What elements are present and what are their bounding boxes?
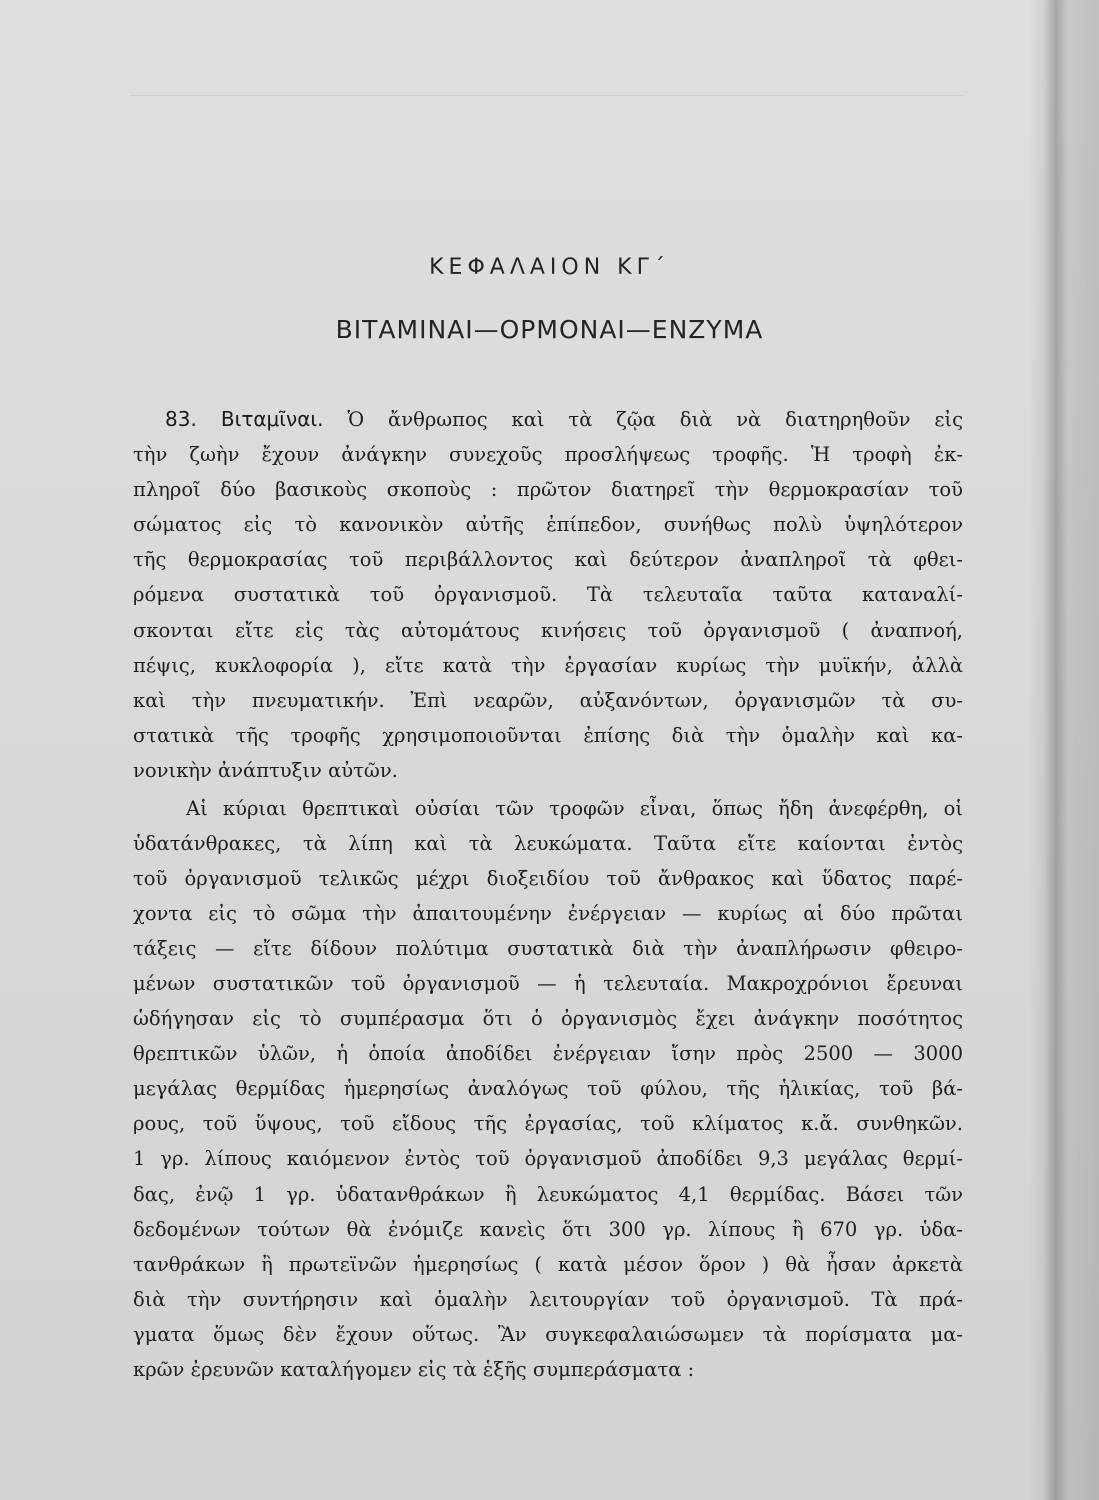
text-line: 1 γρ. λίπους καιόμενον ἐντὸς τοῦ ὀργανισμοῦ ἀποδίδει 9,3 μεγάλας θερμί-: [133, 1147, 963, 1171]
chapter-title: ΚΕΦΑΛΑΙΟΝ ΚΓ΄: [429, 255, 670, 280]
text-line: τῆς θερμοκρασίας τοῦ περιβάλλοντος καὶ δεύτερον ἀναπληροῖ τὰ φθει-: [133, 548, 963, 572]
text-line-rest: Ὁ ἄνθρωπος καὶ τὰ ζῷα διὰ νὰ διατηρηθοῦν εἰς: [347, 408, 963, 431]
body-text: [133, 402, 963, 1387]
text-line: πέψις, κυκλοφορία ), εἴτε κατὰ τὴν ἐργασίαν κυρίως τὴν μυϊκήν, ἀλλὰ: [133, 653, 963, 677]
paragraph-2: [133, 791, 963, 1388]
text-line: μεγάλας θερμίδας ἡμερησίως ἀναλόγως τοῦ φύλου, τῆς ἡλικίας, τοῦ βά-: [133, 1077, 963, 1101]
text-line: τοῦ ὀργανισμοῦ τελικῶς μέχρι διοξειδίου τοῦ ἄνθρακος καὶ ὕδατος παρέ-: [133, 866, 963, 890]
text-line: κρῶν ἐρευνῶν καταλήγομεν εἰς τὰ ἑξῆς συμπεράσματα :: [133, 1358, 695, 1382]
section-heading: 83. Βιταμῖναι.: [165, 407, 324, 431]
text-line: δας, ἐνῷ 1 γρ. ὑδατανθράκων ἢ λευκώματος 4,1 θερμίδας. Βάσει τῶν: [133, 1182, 963, 1206]
text-line: πληροῖ δύο βασικοὺς σκοποὺς : πρῶτον διατηρεῖ τὴν θερμοκρασίαν τοῦ: [133, 478, 963, 502]
text-line: στατικὰ τῆς τροφῆς χρησιμοποιοῦνται ἐπίσης διὰ τὴν ὁμαλὴν καὶ κα-: [133, 723, 963, 747]
text-line: νονικὴν ἀνάπτυξιν αὐτῶν.: [133, 758, 398, 782]
text-line: ὑδατάνθρακες, τὰ λίπη καὶ τὰ λευκώματα. Ταῦτα εἴτε καίονται ἐντὸς: [133, 831, 963, 855]
text-line: θρεπτικῶν ὑλῶν, ἡ ὁποία ἀποδίδει ἐνέργειαν ἴσην πρὸς 2500 — 3000: [133, 1042, 963, 1066]
text-line: τὴν ζωὴν ἔχουν ἀνάγκην συνεχοῦς προσλήψεως τροφῆς. Ἡ τροφὴ ἐκ-: [133, 443, 963, 467]
chapter-subtitle: ΒΙΤΑΜΙΝΑΙ—ΟΡΜΟΝΑΙ—ΕΝΖΥΜΑ: [335, 315, 764, 344]
text-line: διὰ τὴν συντήρησιν καὶ ὁμαλὴν λειτουργίαν τοῦ ὀργανισμοῦ. Τὰ πρά-: [133, 1287, 963, 1311]
text-line: Αἱ κύριαι θρεπτικαὶ οὐσίαι τῶν τροφῶν εἶναι, ὅπως ἤδη ἀνεφέρθη, οἱ: [186, 796, 963, 820]
text-line: [133, 402, 963, 437]
text-line: ὡδήγησαν εἰς τὸ συμπέρασμα ὅτι ὁ ὀργανισμὸς ἔχει ἀνάγκην ποσότητος: [133, 1007, 963, 1031]
text-line: χοντα εἰς τὸ σῶμα τὴν ἀπαιτουμένην ἐνέργειαν — κυρίως αἱ δύο πρῶται: [133, 901, 963, 925]
text-line: ρόμενα συστατικὰ τοῦ ὀργανισμοῦ. Τὰ τελευταῖα ταῦτα καταναλί-: [133, 583, 963, 607]
text-line: γματα ὅμως δὲν ἔχουν οὕτως. Ἂν συγκεφαλαιώσωμεν τὰ πορίσματα μα-: [133, 1322, 963, 1346]
text-line: σκονται εἴτε εἰς τὰς αὐτομάτους κινήσεις τοῦ ὀργανισμοῦ ( ἀναπνοή,: [133, 618, 963, 642]
bleed-through-rule: [130, 95, 965, 96]
paragraph-1: [133, 402, 963, 788]
text-line: τανθράκων ἢ πρωτεϊνῶν ἡμερησίως ( κατὰ μέσον ὅρον ) θὰ ἦσαν ἀρκετὰ: [133, 1252, 963, 1276]
text-line: σώματος εἰς τὸ κανονικὸν αὐτῆς ἐπίπεδον, συνήθως πολὺ ὑψηλότερον: [133, 513, 963, 537]
text-line: καὶ τὴν πνευματικήν. Ἐπὶ νεαρῶν, αὐξανόντων, ὀργανισμῶν τὰ συ-: [133, 688, 963, 712]
text-line: ρους, τοῦ ὕψους, τοῦ εἴδους τῆς ἐργασίας, τοῦ κλίματος κ.ἄ. συνθηκῶν.: [133, 1112, 963, 1136]
text-line: δεδομένων τούτων θὰ ἐνόμιζε κανεὶς ὅτι 300 γρ. λίπους ἢ 670 γρ. ὑδα-: [133, 1217, 963, 1241]
text-line: τάξεις — εἴτε δίδουν πολύτιμα συστατικὰ διὰ τὴν ἀναπλήρωσιν φθειρο-: [133, 936, 963, 960]
text-line: μένων συστατικῶν τοῦ ὀργανισμοῦ — ἡ τελευταία. Μακροχρόνιοι ἔρευναι: [133, 972, 963, 995]
